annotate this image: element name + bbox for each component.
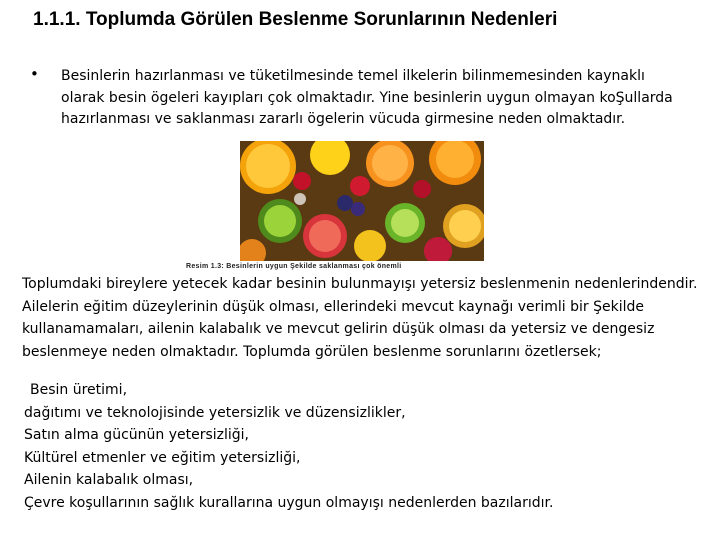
- bullet-text: Besinlerin hazırlanması ve tüketilmesinde temel ilkelerin bilinmemesinden kaynaklı olarak besin ögeleri kayıpları çok olmaktadır. Yine besinlerin uygun olmayan koŞullarda hazırlanması ve saklanması zararlı ögelerin vücuda girmesine neden olmaktadır.: [61, 68, 673, 127]
- slide-title: 1.1.1. Toplumda Görülen Beslenme Sorunlarının Nedenleri: [33, 9, 558, 30]
- list-item: Ailenin kalabalık olması,: [24, 472, 194, 488]
- image-caption: Resim 1.3: Besinlerin uygun Şekilde saklanması çok önemli: [186, 263, 402, 270]
- list-item: Satın alma gücünün yetersizliği,: [24, 427, 249, 443]
- list-item: Kültürel etmenler ve eğitim yetersizliği,: [24, 449, 301, 466]
- fruit-illustration: [240, 141, 484, 261]
- list-item: Çevre koşullarının sağlık kurallarına uygun olmayışı nedenlerden bazılarıdır.: [24, 494, 554, 511]
- body-paragraph: Toplumdaki bireylere yetecek kadar besinin bulunmayışı yetersiz beslenmenin nedenlerindendir. Ailelerin eğitim düzeylerinin düşük olması, ellerindeki mevcut kaynağı verimli bir Şekilde kullanamamaları, ailenin kalabalık ve mevcut gelirin düşük olması da yetersiz ve dengesiz beslenmeye neden olmaktadır. Toplumda görülen beslenme sorunlarını özetlersek;: [22, 276, 698, 360]
- fruit-photo: [240, 141, 484, 261]
- list-item: dağıtımı ve teknolojisinde yetersizlik ve düzensizlikler,: [24, 404, 406, 421]
- reasons-list: [24, 379, 704, 514]
- bullet-icon: •: [30, 65, 39, 83]
- list-item: Besin üretimi,: [30, 382, 128, 398]
